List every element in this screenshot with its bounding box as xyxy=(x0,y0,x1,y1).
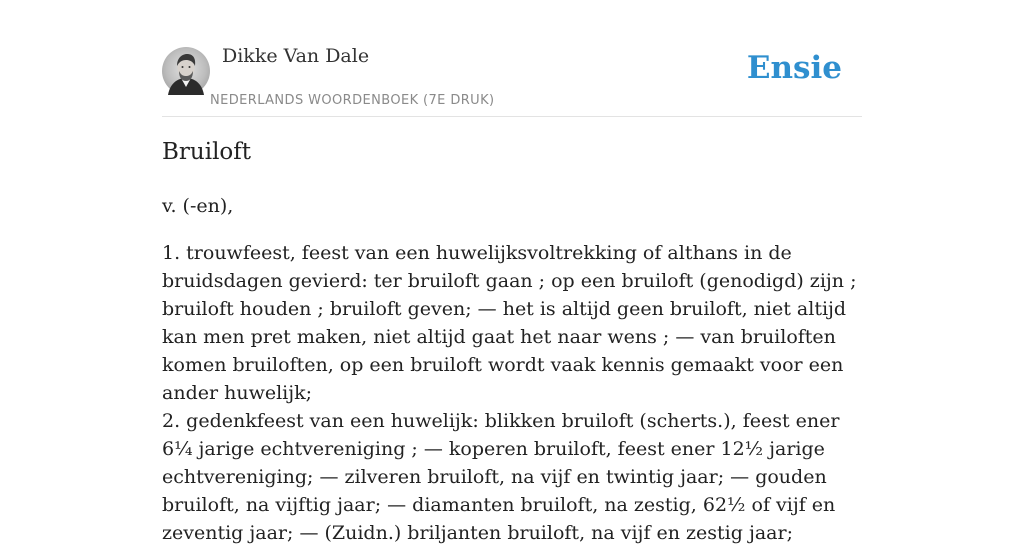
entry-sense-2: 2. gedenkfeest van een huwelijk: blikken bruiloft (scherts.), feest ener 6¼ jarige echtvereniging ; — koperen bruiloft, feest ener 12½ jarige echtvereniging; — zilveren bruiloft, na vijf en twintig jaar; — gouden bruiloft, na vijftig jaar; — diamanten bruiloft, na zestig, 62½ of vijf en zeventig jaar; — (Zuidn.) briljanten bruiloft, na vijf en zestig jaar; xyxy=(162,410,840,544)
brand-logo[interactable]: Ensie xyxy=(746,50,842,86)
entry-body xyxy=(162,192,862,547)
portrait-icon xyxy=(162,47,210,95)
entry-grammar: v. (-en), xyxy=(162,195,234,217)
entry-title: Bruiloft xyxy=(162,139,252,165)
author-name[interactable]: Dikke Van Dale xyxy=(222,45,370,67)
avatar[interactable] xyxy=(162,47,210,95)
header xyxy=(162,0,862,117)
entry-sense-1: 1. trouwfeest, feest van een huwelijksvoltrekking of althans in de bruidsdagen gevierd: ter bruiloft gaan ; op een bruiloft (genodigd) zijn ; bruiloft houden ; bruiloft geven; — het is altijd geen bruiloft, niet altijd kan men pret maken, niet altijd gaat het naar wens ; — van bruiloften komen bruiloften, op een bruiloft wordt vaak kennis gemaakt voor een ander huwelijk; xyxy=(162,242,857,404)
source-title[interactable]: NEDERLANDS WOORDENBOEK (7E DRUK) xyxy=(210,93,495,108)
